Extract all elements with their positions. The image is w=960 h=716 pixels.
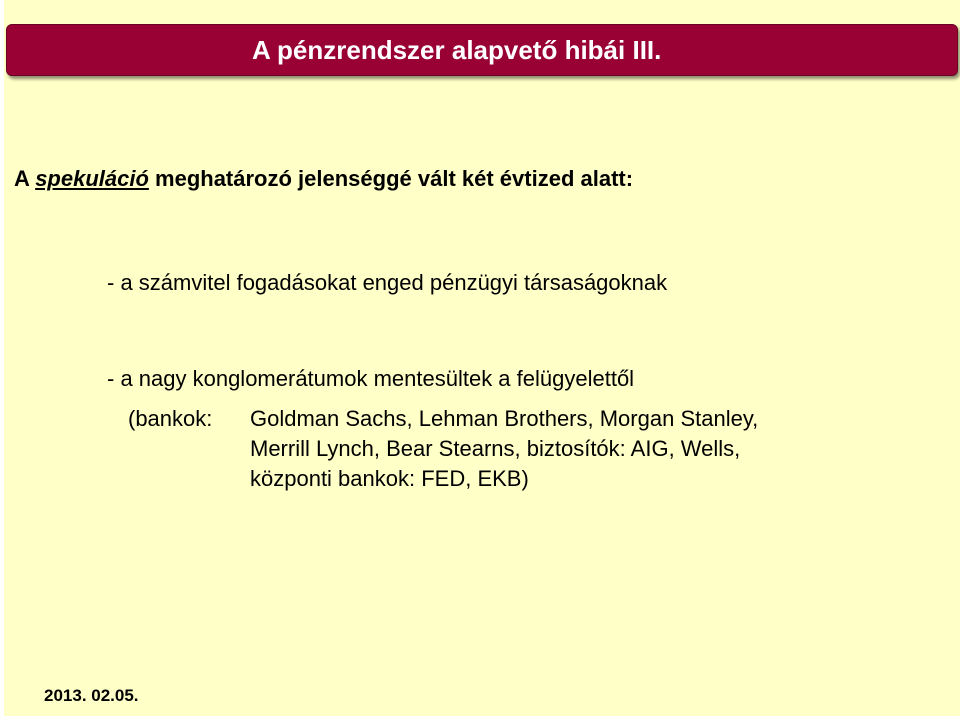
intro-emphasis: spekuláció [35, 166, 149, 191]
slide [4, 0, 960, 716]
bullet-conglomerates: - a nagy konglomerátumok mentesültek a felügyelettől [107, 366, 635, 391]
slide-title: A pénzrendszer alapvető hibái III. [252, 35, 662, 65]
banks-line: Goldman Sachs, Lehman Brothers, Morgan Stanley, [250, 406, 759, 431]
banks-line: Merrill Lynch, Bear Stearns, biztosítók: AIG, Wells, [250, 436, 741, 461]
intro-line [14, 165, 633, 193]
intro-prefix: A [14, 166, 36, 191]
title-bar [6, 24, 958, 76]
banks-label: (bankok: [128, 406, 213, 431]
slide-date: 2013. 02.05. [44, 686, 139, 705]
banks-list [250, 404, 758, 494]
bullet-accounting: - a számvitel fogadásokat enged pénzügyi társaságoknak [107, 270, 668, 295]
intro-suffix: meghatározó jelenséggé vált két évtized alatt: [148, 166, 634, 191]
banks-line: központi bankok: FED, EKB) [250, 466, 529, 491]
